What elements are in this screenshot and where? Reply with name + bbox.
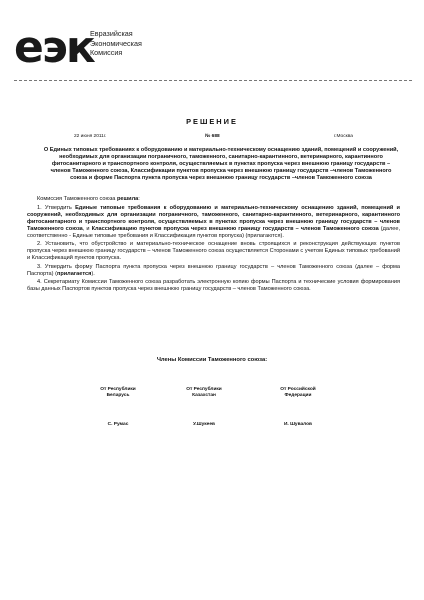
decision-number: № 688 [205,134,220,139]
signatory-from: От Республики [186,387,222,392]
p1-and: , и [82,225,92,232]
p3-tail: ). [91,270,95,277]
org-line-2: Экономическая [90,38,142,48]
signatory-country: Беларусь [106,393,130,399]
p1-lead: 1. Утвердить [37,204,76,211]
header-divider [14,80,412,81]
p1-tail: (далее, соответственно - Единые типовые требования и Классификация пунктов пропуска) (прилагаются). [27,225,400,239]
decision-body [27,196,400,295]
signatory-name-kazakhstan: У.Шукеев [193,422,215,427]
signatory-country: Казахстан [192,393,216,399]
signatory-from: От Республики [100,387,136,392]
p1-classification: Классификацию пунктов пропуска через внешнюю границу государств – членов Таможенного союза [91,225,379,232]
intro-paragraph [27,196,400,203]
paragraph-4: 4. Секретариату Комиссии Таможенного союза разработать электронную копию формы Паспорта и технические условия формирования базы данных Паспортов пунктов пропуска через внешнюю границу государств – членов Таможенного союза. [27,279,400,293]
intro-colon: : [138,196,140,202]
intro-text: Комиссия Таможенного союза [37,196,117,202]
org-line-1: Евразийская [90,29,133,38]
paragraph-3 [27,264,400,278]
org-line-3: Комиссия [90,48,123,58]
signatory-from: От Российской [280,387,316,392]
members-heading: Члены Комиссии Таможенного союза: [156,357,268,363]
org-name [90,29,142,58]
signatory-belarus [78,387,158,400]
signatory-kazakhstan [164,387,244,400]
p3-lead: 3. Утвердить форму Паспорта пункта пропуска через внешнюю границу государств – членов Таможенного союза (далее – форма Паспорта) ( [27,263,400,277]
signatory-name-russia: И. Шувалов [283,422,313,427]
intro-resolved: решила [116,196,139,202]
paragraph-1 [27,205,400,240]
paragraph-2: 2. Установить, что обустройство и материально-техническое оснащение вновь строящихся и реконструкция действующих пунктов пропуска через внешнюю границу государств – членов Таможенного союза осуществляется Сторонами с учетом Единых типовых требований и Классификаций пунктов пропуска. [27,241,400,262]
eec-logo: еэк [14,22,94,73]
decision-subject: О Единых типовых требованиях к оборудованию и материально-техническому оснащению зданий, помещений и сооружений, необходимых для организации пограничного, таможенного, санитарно-карантинного, ветеринарного, карантинного фитосанитарного и транспортного контроля, осуществляемых в пунктах пропуска через внешнюю границу государств – членов Таможенного союза, Классификации пунктов пропуска через внешнюю границу государств –членов Таможенного союза и форме Паспорта пункта пропуска через внешнюю границу государств –членов Таможенного союза [43,147,399,181]
p1-requirements: Единые типовые требования к оборудованию и материально-техническому оснащению зданий, помещений и сооружений, необходимых для организации пограничного, таможенного, санитарно-карантинного, ветеринарного, карантинного фитосанитарного и транспортного контроля, осуществляемых в пунктах пропуска через внешнюю границу государств – членов Таможенного союза [27,204,400,232]
signatory-country: Федерации [284,393,312,399]
signatory-name-belarus: С. Румас [107,422,129,427]
signatory-russia [258,387,338,400]
p3-attached: прилагается [56,270,92,277]
page-title: РЕШЕНИЕ [186,117,238,126]
decision-date: 22 июня 2011г. [74,134,107,139]
decision-city: г.Москва [334,134,353,139]
